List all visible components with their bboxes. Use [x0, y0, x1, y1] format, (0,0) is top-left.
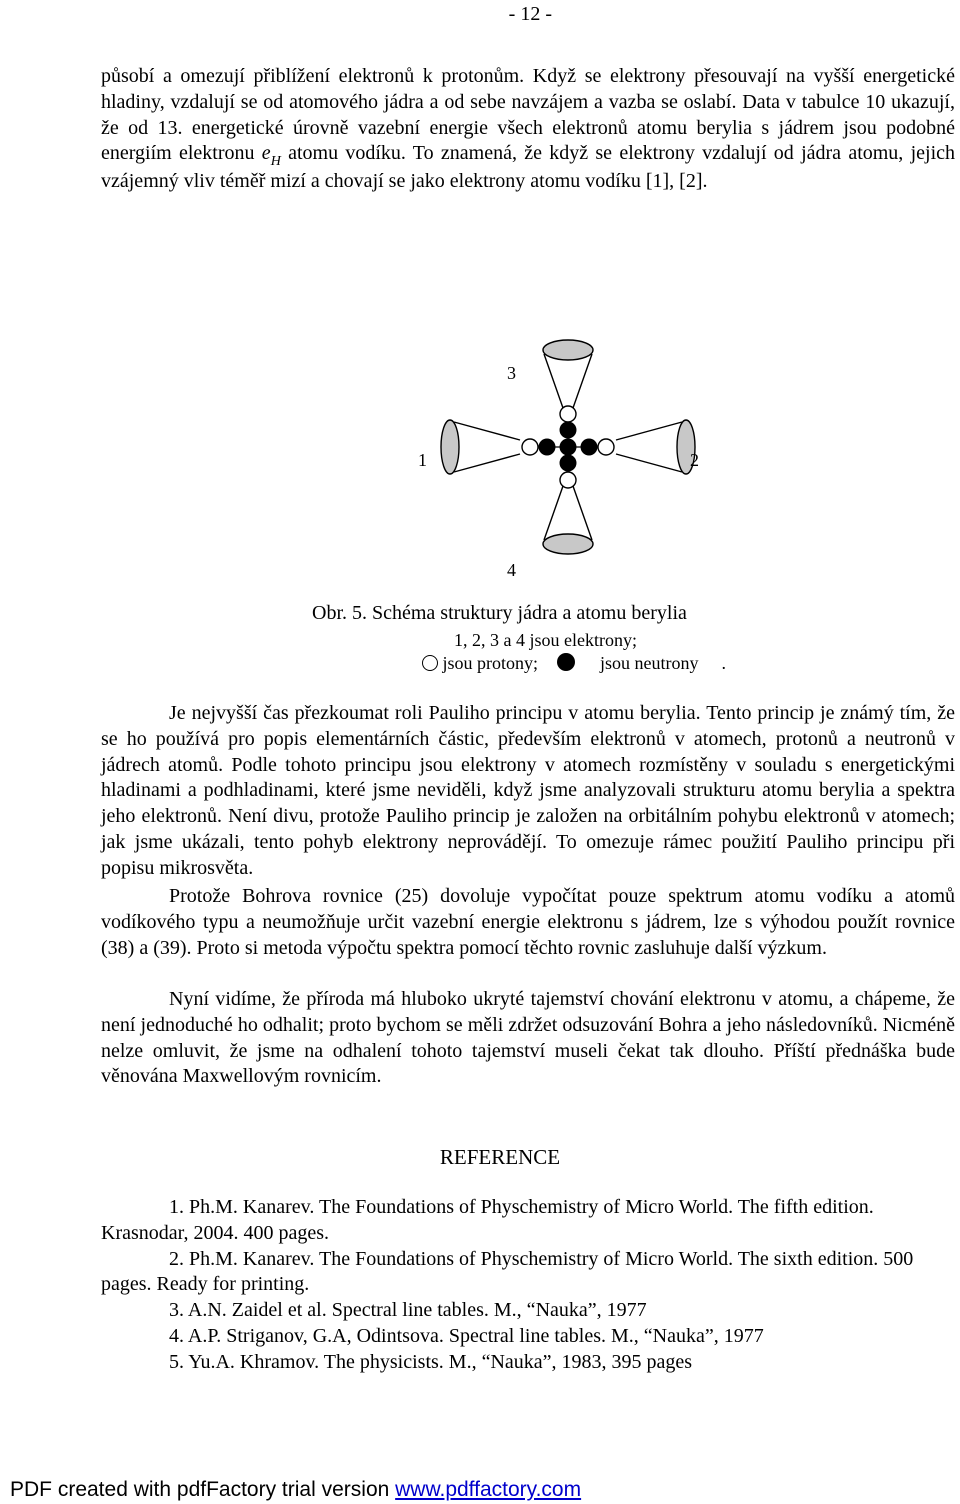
proton-right — [598, 439, 614, 455]
electron-4-cone-right — [573, 486, 592, 540]
electron-3-ellipse — [543, 340, 593, 360]
label-electron-3: 3 — [507, 363, 516, 383]
page-number: - 12 - — [508, 3, 552, 25]
electron-1-cone-bottom — [454, 454, 520, 472]
electron-2-cone-top — [616, 422, 682, 440]
footer-link[interactable]: www.pdffactory.com — [395, 1478, 582, 1501]
paragraph-3: Protože Bohrova rovnice (25) dovoluje vypočítat pouze spektrum atomu vodíku a atomů vodíkového typu a neumožňuje určit vazební energie elektronu s jádrem, lze s výhodou použít rovnice (38) a (39). Proto si metoda výpočtu spektra pomocí těchto rovnic zasluhuje další výzkum. — [101, 885, 955, 959]
label-electron-4: 4 — [507, 560, 516, 580]
paragraph-1 — [101, 64, 955, 195]
electron-symbol: e — [261, 142, 271, 165]
references-heading: REFERENCE — [439, 1145, 561, 1169]
figure-legend — [422, 652, 726, 674]
legend-neutrons-text: jsou neutrony — [600, 653, 699, 673]
reference-item: 5. Yu.A. Khramov. The physicists. M., “Nauka”, 1983, 395 pages — [169, 1350, 693, 1373]
neutron-center — [560, 439, 577, 456]
references-list — [101, 1195, 955, 1376]
proton-left — [522, 439, 538, 455]
reference-item: 2. Ph.M. Kanarev. The Foundations of Physchemistry of Micro World. The sixth edition. 500 pages. Ready for printing. — [101, 1247, 914, 1296]
pdf-footer — [10, 1477, 581, 1503]
electron-subscript: H — [270, 154, 281, 170]
electron-1-cone-top — [454, 422, 520, 440]
legend-end: . — [721, 653, 727, 673]
neutron-left — [539, 439, 556, 456]
footer-text: PDF created with pdfFactory trial version — [10, 1478, 396, 1501]
neutron-legend-icon — [557, 653, 575, 671]
electron-4-ellipse — [543, 534, 593, 554]
paragraph-1-text-a: působí a omezují přiblížení elektronů k protonům. Když se elektrony přesouvají na vyšší energetické hladiny, vzdalují se od atomového jádra a od sebe navzájem a vazba se oslabí. Data v tabulce 10 ukazují, že od 13. energetické úrovně vazební energie všech elektronů atomu berylia s jádrem jsou podobné energiím elektronu — [101, 65, 955, 165]
reference-item: 1. Ph.M. Kanarev. The Foundations of Physchemistry of Micro World. The fifth edition. Krasnodar, 2004. 400 pages. — [101, 1196, 874, 1244]
figure-caption: Obr. 5. Schéma struktury jádra a atomu berylia — [312, 602, 687, 624]
proton-top — [560, 406, 576, 422]
proton-bottom — [560, 472, 576, 488]
beryllium-atom-diagram — [380, 330, 780, 590]
label-electron-1: 1 — [418, 450, 427, 470]
paragraph-2: Je nejvyšší čas přezkoumat roli Pauliho principu v atomu berylia. Tento princip je známý tím, že se ho používá pro popis elementárních částic, především elektronů v atomech, protonů a neutronů v jádrech atomů. Podle tohoto principu jsou elektrony v atomech rozmístěny v souladu s energetickými hladinami a podhladinami, které jsme neviděli, když jsme analyzovali strukturu atomu berylia a spektra jeho elektronů. Není divu, protože Pauliho princip je založen na orbitálním pohybu elektronů v atomech; jak jsme ukázali, tento pohyb elektrony neprovádějí. To omezuje rámec použití Pauliho principu při popisu mikrosvěta. — [101, 702, 955, 879]
electron-2-cone-bottom — [616, 454, 682, 472]
proton-legend-icon — [422, 655, 438, 671]
paragraph-4: Nyní vidíme, že příroda má hluboko ukryté tajemství chování elektronu v atomu, a chápeme, že není jednoduché ho odhalit; proto bychom se měli zdržet odsuzování Bohra a jeho následovníků. Nicméně nelze omluvit, že jsme na odhalení tohoto tajemství museli čekat tak dlouho. Příští přednáška bude věnována Maxwellovým rovnicím. — [101, 988, 955, 1088]
electron-1-ellipse — [441, 420, 459, 474]
neutron-top — [560, 422, 577, 439]
reference-item: 4. A.P. Striganov, G.A, Odintsova. Spectral line tables. M., “Nauka”, 1977 — [169, 1324, 764, 1347]
neutron-right — [581, 439, 598, 456]
electron-3-cone-right — [573, 354, 592, 408]
legend-protons-text: jsou protony; — [442, 653, 539, 673]
paragraph-1-text-b: atomu vodíku. To znamená, že když se elektrony vzdalují od jádra atomu, jejich vzájemný vliv téměř mizí a chovají se jako elektrony atomu vodíku [1], [2]. — [101, 142, 956, 193]
electron-3-cone-left — [544, 354, 563, 408]
electron-4-cone-left — [544, 486, 563, 540]
label-electron-2: 2 — [690, 450, 699, 470]
neutron-bottom — [560, 455, 577, 472]
reference-item: 3. A.N. Zaidel et al. Spectral line tables. M., “Nauka”, 1977 — [169, 1299, 647, 1322]
figure-caption-electrons: 1, 2, 3 a 4 jsou elektrony; — [454, 630, 637, 650]
